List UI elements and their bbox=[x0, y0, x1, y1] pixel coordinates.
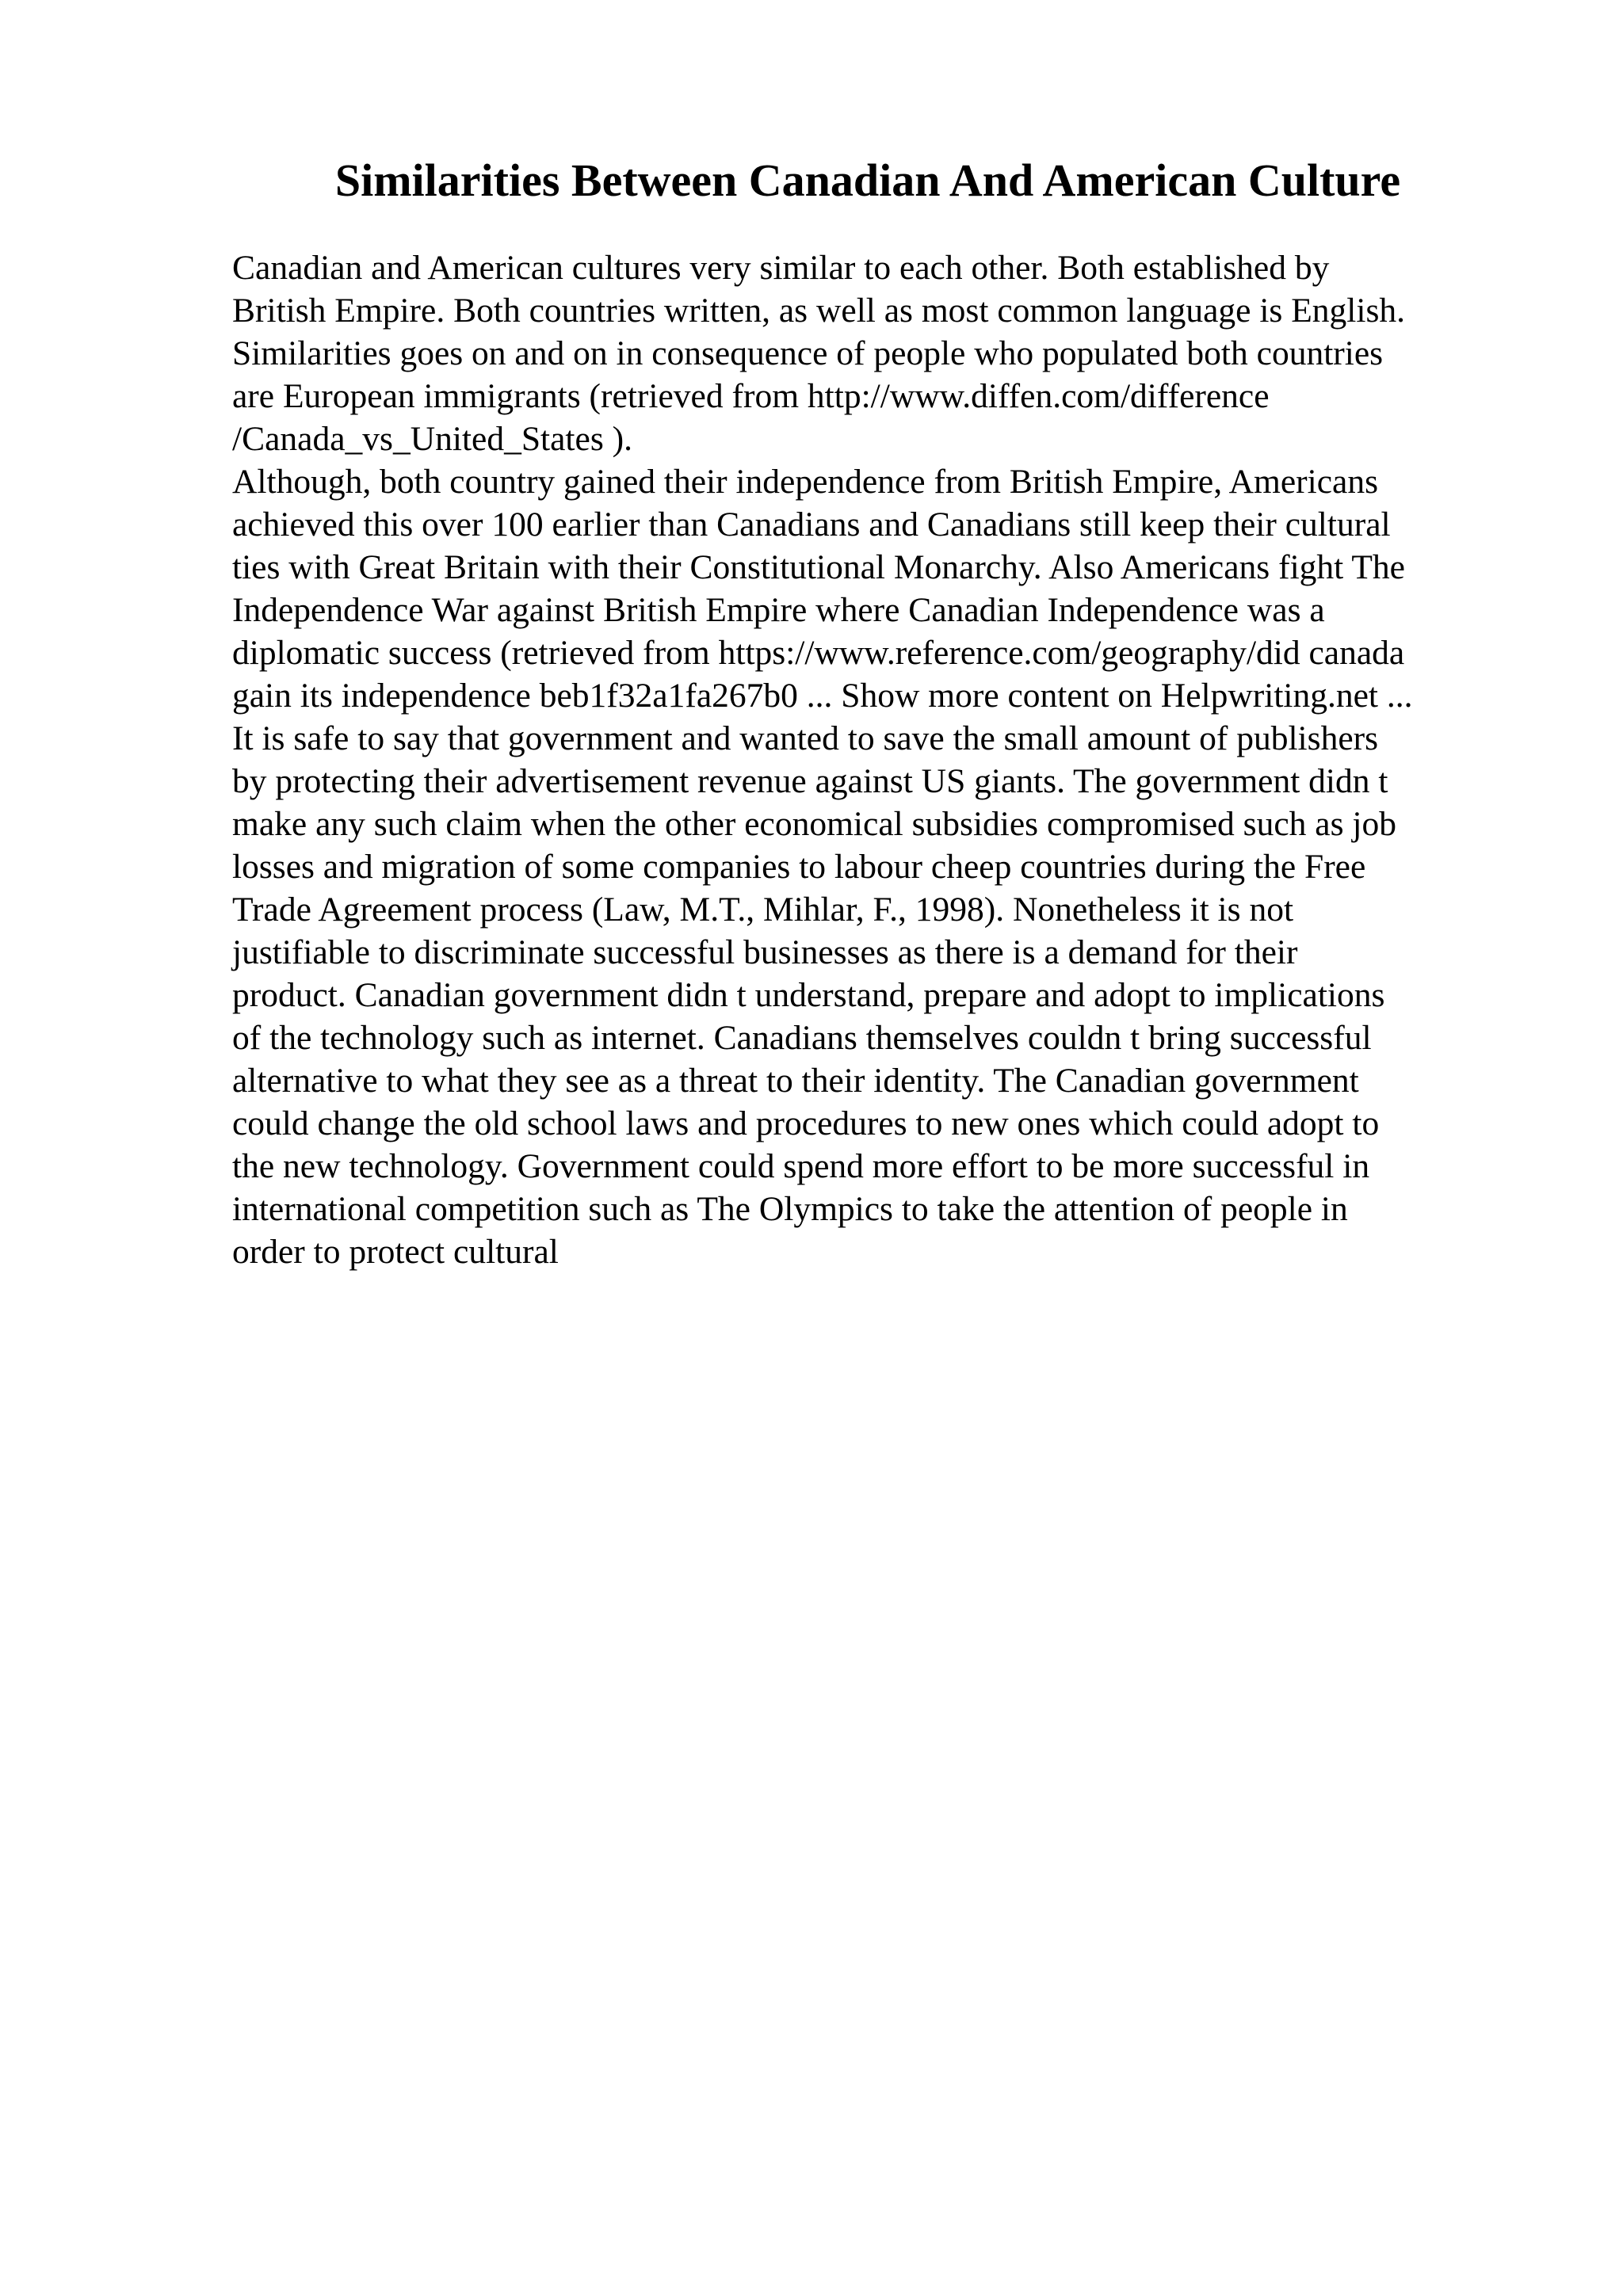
body-line: product. Canadian government didn t understand, prepare and adopt to implications bbox=[232, 976, 1385, 1014]
document-title: Similarities Between Canadian And American Culture bbox=[334, 154, 1401, 206]
body-line: Canadian and American cultures very similar to each other. Both established by bbox=[232, 249, 1330, 287]
body-line: gain its independence beb1f32a1fa267b0 ... Show more content on Helpwriting.net ... bbox=[232, 677, 1413, 715]
body-line: achieved this over 100 earlier than Canadians and Canadians still keep their cultural bbox=[232, 505, 1391, 543]
body-line: justifiable to discriminate successful businesses as there is a demand for their bbox=[232, 933, 1298, 971]
document-body bbox=[232, 246, 1516, 1273]
body-line: are European immigrants (retrieved from http://www.diffen.com/difference bbox=[232, 377, 1270, 415]
body-line: /Canada_vs_United_States ). bbox=[232, 420, 632, 458]
body-line: ties with Great Britain with their Constitutional Monarchy. Also Americans fight The bbox=[232, 548, 1405, 586]
body-line: international competition such as The Olympics to take the attention of people in bbox=[232, 1190, 1348, 1228]
body-line: of the technology such as internet. Canadians themselves couldn t bring successful bbox=[232, 1019, 1372, 1057]
body-line: British Empire. Both countries written, as well as most common language is English. bbox=[232, 292, 1405, 330]
body-line: losses and migration of some companies to labour cheep countries during the Free bbox=[232, 848, 1366, 886]
body-line: diplomatic success (retrieved from https://www.reference.com/geography/did canada bbox=[232, 634, 1405, 672]
body-line: Trade Agreement process (Law, M.T., Mihlar, F., 1998). Nonetheless it is not bbox=[232, 891, 1294, 929]
body-line: alternative to what they see as a threat to their identity. The Canadian government bbox=[232, 1062, 1359, 1100]
body-line: Similarities goes on and on in consequence of people who populated both countries bbox=[232, 334, 1384, 372]
body-line: the new technology. Government could spend more effort to be more successful in bbox=[232, 1147, 1370, 1185]
body-line: Although, both country gained their independence from British Empire, Americans bbox=[232, 463, 1379, 501]
body-line: order to protect cultural bbox=[232, 1233, 559, 1271]
body-line: by protecting their advertisement revenue against US giants. The government didn t bbox=[232, 762, 1388, 800]
body-line: make any such claim when the other economical subsidies compromised such as job bbox=[232, 805, 1396, 843]
body-line: could change the old school laws and procedures to new ones which could adopt to bbox=[232, 1104, 1380, 1142]
body-line: Independence War against British Empire where Canadian Independence was a bbox=[232, 591, 1325, 629]
body-line: It is safe to say that government and wanted to save the small amount of publishers bbox=[232, 719, 1379, 757]
